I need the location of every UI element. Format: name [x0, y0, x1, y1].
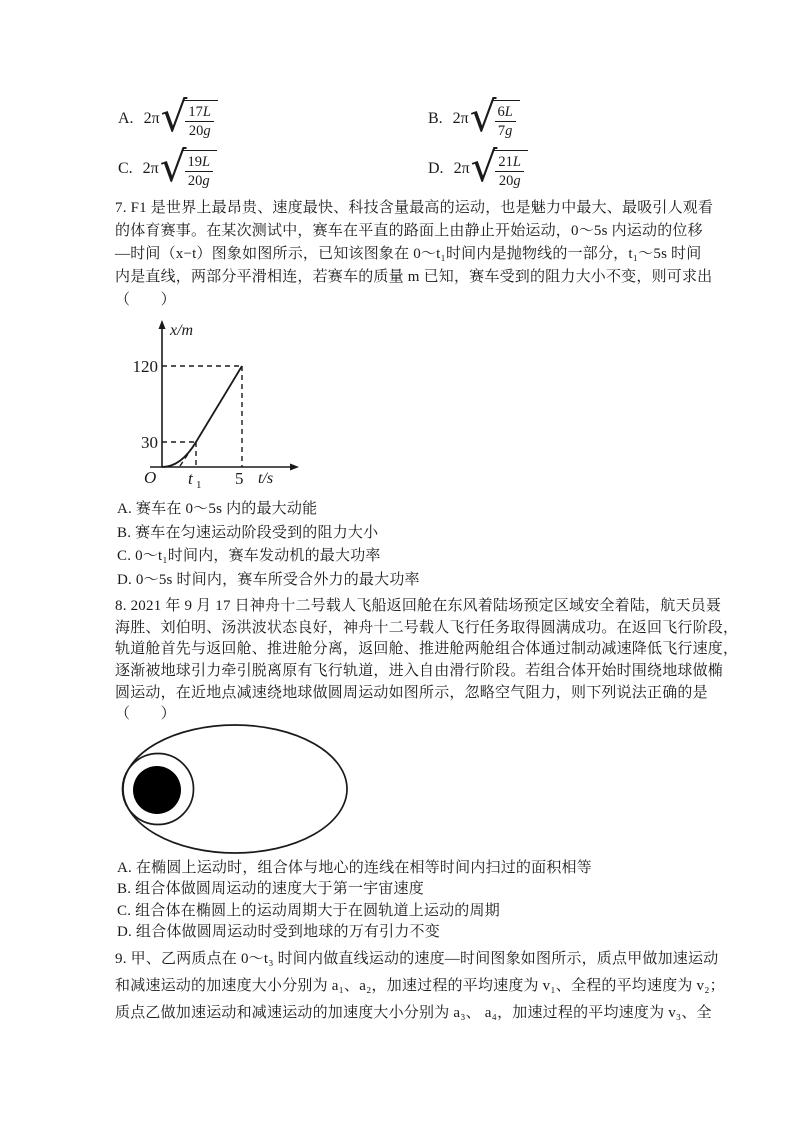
option-line: C. 组合体在椭圆上的运动周期大于在圆轨道上运动的周期 — [117, 902, 500, 919]
denominator-variable: g — [202, 172, 210, 189]
option-line: D. 组合体做圆周运动时受到地球的万有引力不变 — [117, 923, 440, 940]
text-line: （ ） — [115, 292, 176, 308]
radical-sign-icon: √ — [159, 142, 187, 191]
text-line: 轨道舱首先与返回舱、推进舱分离，返回舱、推进舱两舱组合体通过制动减速降低飞行速度， — [115, 641, 739, 658]
q8-orbit-diagram — [116, 716, 362, 864]
text-line: 质点乙做加速运动和减速运动的加速度大小分别为 a₃、 a₄，加速过程的平均速度为 v₃、全 — [115, 1005, 712, 1021]
text-line: 逐渐被地球引力牵引脱离原有飞行轨道，进入自由滑行阶段。若组合体开始时围绕地球做椭 — [115, 663, 724, 680]
text-line: 8. 2021 年 9 月 17 日神舟十二号载人飞船返回舱在东风着陆场预定区域安全着陆，航天员聂 — [115, 598, 722, 614]
question8-options — [117, 858, 592, 943]
origin-label: O — [144, 468, 157, 487]
denominator-variable: g — [513, 172, 521, 189]
x-t-curve — [162, 366, 242, 467]
question9-paragraph — [115, 946, 725, 1027]
denominator-number: 20 — [187, 172, 203, 189]
q6-option-b — [428, 92, 520, 142]
fraction — [183, 100, 218, 139]
q7-position-time-graph — [118, 318, 318, 500]
numerator-number: 21 — [498, 153, 513, 170]
option-line: B. 赛车在匀速运动阶段受到的阻力大小 — [117, 524, 379, 541]
option-line: B. 组合体做圆周运动的速度大于第一宇宙速度 — [117, 881, 424, 898]
y-axis-arrow-icon — [159, 320, 166, 329]
coefficient: 2π — [452, 110, 469, 127]
y-axis-label: x/m — [170, 322, 194, 339]
text-line: —时间（x−t）图象如图所示，已知该图象在 0～t₁时间内是抛物线的一部分，t₁～5s 时间 — [115, 246, 702, 262]
numerator-variable: L — [504, 103, 513, 120]
x-axis-label: t/s — [258, 470, 274, 487]
text-line: （ ） — [115, 706, 176, 723]
question7-options — [117, 498, 420, 592]
option-line: A. 在椭圆上运动时，组合体与地心的连线在相等时间内扫过的面积相等 — [117, 860, 592, 876]
denominator-number: 20 — [188, 122, 204, 139]
earth-icon — [133, 766, 181, 814]
option-label: B. — [428, 110, 443, 127]
radical-sign-icon: √ — [470, 142, 498, 191]
question7-paragraph — [115, 197, 713, 312]
numerator-number: 17 — [188, 103, 203, 120]
q6-option-a — [118, 92, 218, 142]
numerator-number: 6 — [497, 103, 505, 120]
option-line: D. 0～5s 时间内，赛车所受合外力的最大功率 — [117, 571, 420, 588]
text-line: 内是直线，两部分平滑相连，若赛车的质量 m 已知，赛车受到的阻力大小不变，则可求出 — [115, 269, 713, 285]
numerator-variable: L — [202, 103, 211, 120]
coefficient: 2π — [142, 160, 159, 177]
option-label: A. — [118, 110, 134, 127]
text-line: 7. F1 是世界上最昂贵、速度最快、科技含量最高的运动，也是魅力中最大、最吸引人观看 — [115, 200, 714, 216]
fraction — [493, 150, 528, 189]
denominator-variable: g — [505, 122, 513, 139]
x-axis-arrow-icon — [290, 464, 299, 471]
radical-sign-icon: √ — [160, 92, 188, 141]
numerator-variable: L — [512, 153, 521, 170]
option-line: C. 0～t₁时间内，赛车发动机的最大功率 — [117, 548, 381, 564]
q6-option-d — [428, 142, 528, 192]
text-line: 9. 甲、乙两质点在 0～t₃ 时间内做直线运动的速度—时间图象如图所示，质点甲做加速运动 — [115, 951, 719, 967]
numerator-variable: L — [202, 153, 211, 170]
radical-sign-icon: √ — [469, 92, 497, 141]
coefficient: 2π — [453, 160, 470, 177]
x-tick-5: 5 — [235, 469, 244, 488]
option-label: C. — [118, 160, 133, 177]
x-tick-t1-sub: 1 — [196, 479, 202, 491]
question8-paragraph — [115, 596, 738, 726]
option-label: D. — [428, 160, 444, 177]
denominator-number: 7 — [497, 122, 506, 139]
text-line: 的体育赛事。在某次测试中，赛车在平直的路面上由静止开始运动，0～5s 内运动的位移 — [115, 223, 703, 239]
denominator-number: 20 — [498, 172, 514, 189]
q6-option-c — [118, 142, 217, 192]
option-line: A. 赛车在 0～5s 内的最大动能 — [117, 501, 318, 517]
numerator-number: 19 — [187, 153, 203, 170]
fraction — [183, 150, 218, 189]
y-tick-120: 120 — [132, 357, 158, 376]
text-line: 和减速运动的加速度大小分别为 a₁、a₂，加速过程的平均速度为 v₁、全程的平均速度为 v₂； — [115, 978, 725, 994]
coefficient: 2π — [143, 110, 160, 127]
x-tick-t1-var: t — [188, 469, 193, 488]
text-line: 海胜、刘伯明、汤洪波状态良好，神舟十二号载人飞行任务取得圆满成功。在返回飞行阶段， — [115, 619, 739, 636]
y-tick-30: 30 — [141, 433, 158, 452]
denominator-variable: g — [203, 122, 211, 139]
text-line: 圆运动，在近地点减速绕地球做圆周运动如图所示，忽略空气阻力，则下列说法正确的是 — [115, 684, 708, 701]
